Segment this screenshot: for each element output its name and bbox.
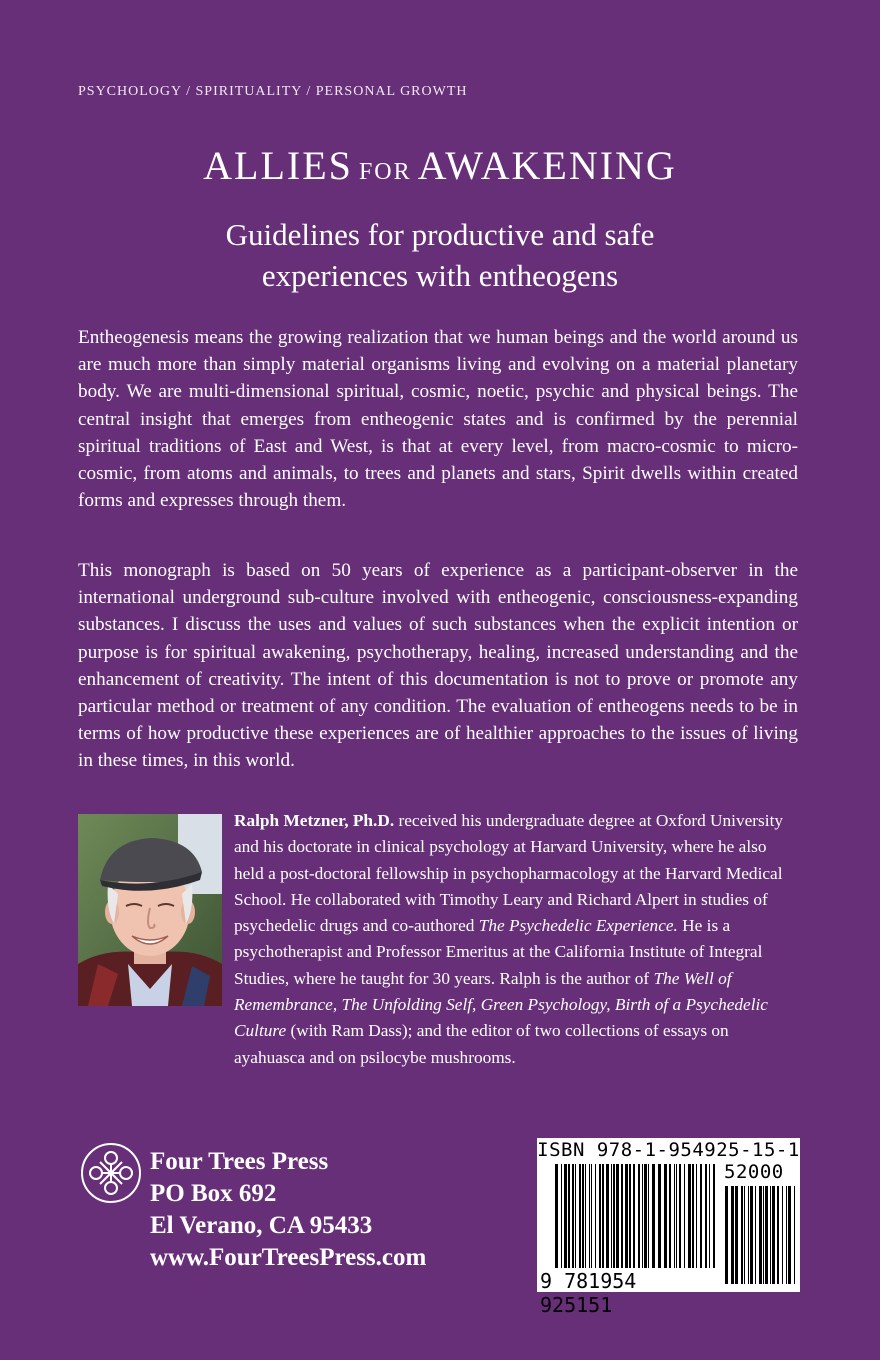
barcode-bar	[633, 1164, 635, 1268]
barcode-bar	[750, 1186, 753, 1284]
barcode-bar	[705, 1164, 707, 1268]
barcode-bar	[621, 1164, 623, 1268]
bio-text-2: He is a psychotherapist and Professor Emeritus at the California Institute of Integral Studies, where he taught for 30 years. Ralph is the author of	[234, 916, 763, 988]
book-subtitle	[0, 214, 880, 296]
barcode-bar	[759, 1186, 762, 1284]
publisher-website: www.FourTreesPress.com	[150, 1244, 427, 1271]
barcode-bar	[579, 1164, 581, 1268]
barcode-bar	[611, 1164, 612, 1268]
barcode-bar	[652, 1164, 655, 1268]
barcode-bar	[765, 1186, 768, 1284]
barcode-bar	[642, 1164, 643, 1268]
category-label: PSYCHOLOGY / SPIRITUALITY / PERSONAL GROWTH	[78, 84, 468, 99]
barcode-bar	[782, 1186, 783, 1284]
barcode-bar	[602, 1164, 604, 1268]
bio-text-1: received his undergraduate degree at Oxford University and his doctorate in clinical psychology at Harvard University, where he also held a post-doctoral fellowship in psychopharmacology at the Harvard Medical School. He collaborated with Timothy Leary and Richard Alpert in studies of psychedelic drugs and co-authored	[234, 811, 784, 936]
barcode-bar	[555, 1164, 558, 1268]
barcode-bar	[613, 1164, 615, 1268]
publisher-address-1: PO Box 692	[150, 1180, 277, 1207]
barcode-bar	[664, 1164, 667, 1268]
subtitle-line-2: experiences with entheogens	[261, 258, 619, 293]
barcode-bar	[572, 1164, 574, 1268]
barcode-bar	[616, 1164, 619, 1268]
publisher-logo-icon	[80, 1142, 142, 1204]
barcode-bar	[696, 1164, 697, 1268]
barcode-bar	[731, 1186, 734, 1284]
title-part-2: AWAKENING	[417, 143, 677, 188]
barcode-bar	[735, 1186, 738, 1284]
description-paragraph-1: Entheogenesis means the growing realization that we human beings and the world around us are much more than simply material organisms living and evolving on a material planetary body. We are multi-dimensional spiritual, cosmic, noetic, psychic and physical beings. The central insight that emerges from entheogenic states and is confirmed by the perennial spiritual traditions of East and West, is that at every level, from macro-cosmic to micro-cosmic, from atoms and animals, to trees and planets and stars, Spirit dwells within created forms and expresses through them.	[78, 327, 798, 512]
photo-spacer	[78, 808, 234, 1070]
title-part-1: ALLIES	[203, 143, 353, 188]
description-paragraph-2: This monograph is based on 50 years of experience as a participant-observer in the international underground sub-culture involved with entheogenic, consciousness-expanding substances. I discuss the uses and values of such substances when the explicit intention or purpose is for spiritual awakening, psychotherapy, healing, increased understanding and the enhancement of creativity. The intent of this documentation is not to prove or promote any particular method or treatment of any condition. The evaluation of entheogens needs to be in terms of how productive these experiences are of healthier approaches to the issues of living in these times, in this world.	[78, 560, 798, 772]
price-code: 52000	[724, 1161, 784, 1183]
barcode-bar	[669, 1164, 671, 1268]
barcode-bar	[709, 1164, 710, 1268]
barcode-bar	[676, 1164, 677, 1268]
isbn-number: ISBN 978-1-954925-15-1	[537, 1139, 800, 1161]
barcode-bar	[644, 1164, 647, 1268]
barcode-bar	[564, 1164, 567, 1268]
bio-book-titles: The Well of Remembrance, The Unfolding Self, Green Psychology, Birth of a Psychedelic Culture	[234, 968, 768, 1041]
book-title	[0, 142, 880, 189]
barcode-bar	[741, 1186, 743, 1284]
author-name: Ralph Metzner, Ph.D.	[234, 811, 395, 830]
bio-book-title-1: The Psychedelic Experience.	[478, 916, 678, 936]
barcode-bar	[638, 1164, 640, 1268]
publisher-block	[150, 1146, 426, 1274]
barcode-bar	[788, 1186, 791, 1284]
barcode-bar	[629, 1164, 631, 1268]
barcode-bar	[599, 1164, 601, 1268]
barcode-bar	[625, 1164, 628, 1268]
barcode-bar	[589, 1164, 590, 1268]
barcode-bar	[582, 1164, 584, 1268]
author-bio	[78, 808, 800, 1071]
barcode	[537, 1138, 800, 1317]
barcode-bar	[786, 1186, 787, 1284]
barcode-bar	[777, 1186, 779, 1284]
barcode-bar	[595, 1164, 596, 1268]
title-connector: FOR	[358, 159, 412, 185]
ean-digits: 9 781954 925151	[540, 1269, 637, 1317]
barcode-bar	[692, 1164, 694, 1268]
barcode-bar	[725, 1186, 728, 1284]
bio-text-3: (with Ram Dass); and the editor of two collections of essays on ayahuasca and on psilocybe mushrooms.	[234, 1021, 729, 1067]
barcode-bar	[748, 1186, 749, 1284]
barcode-bar	[755, 1186, 756, 1284]
barcode-bar	[713, 1164, 715, 1268]
barcode-bar	[794, 1186, 795, 1284]
publisher-address-2: El Verano, CA 95433	[150, 1212, 373, 1239]
barcode-bar	[763, 1186, 764, 1284]
barcode-bar	[575, 1164, 576, 1268]
barcode-bar	[679, 1164, 681, 1268]
barcode-bar	[606, 1164, 609, 1268]
barcode-bar	[561, 1164, 562, 1268]
subtitle-line-1: Guidelines for productive and safe	[225, 217, 655, 252]
barcode-bar	[772, 1186, 775, 1284]
barcode-bar	[674, 1164, 675, 1268]
barcode-bar	[591, 1164, 592, 1268]
publisher-name: Four Trees Press	[150, 1148, 329, 1175]
barcode-bar	[568, 1164, 570, 1268]
barcode-bar	[658, 1164, 661, 1268]
barcode-bar	[648, 1164, 649, 1268]
barcode-bar	[770, 1186, 771, 1284]
barcode-bar	[585, 1164, 586, 1268]
barcode-bar	[744, 1186, 745, 1284]
barcode-bar	[700, 1164, 702, 1268]
barcode-bar	[684, 1164, 685, 1268]
barcode-bar	[688, 1164, 691, 1268]
